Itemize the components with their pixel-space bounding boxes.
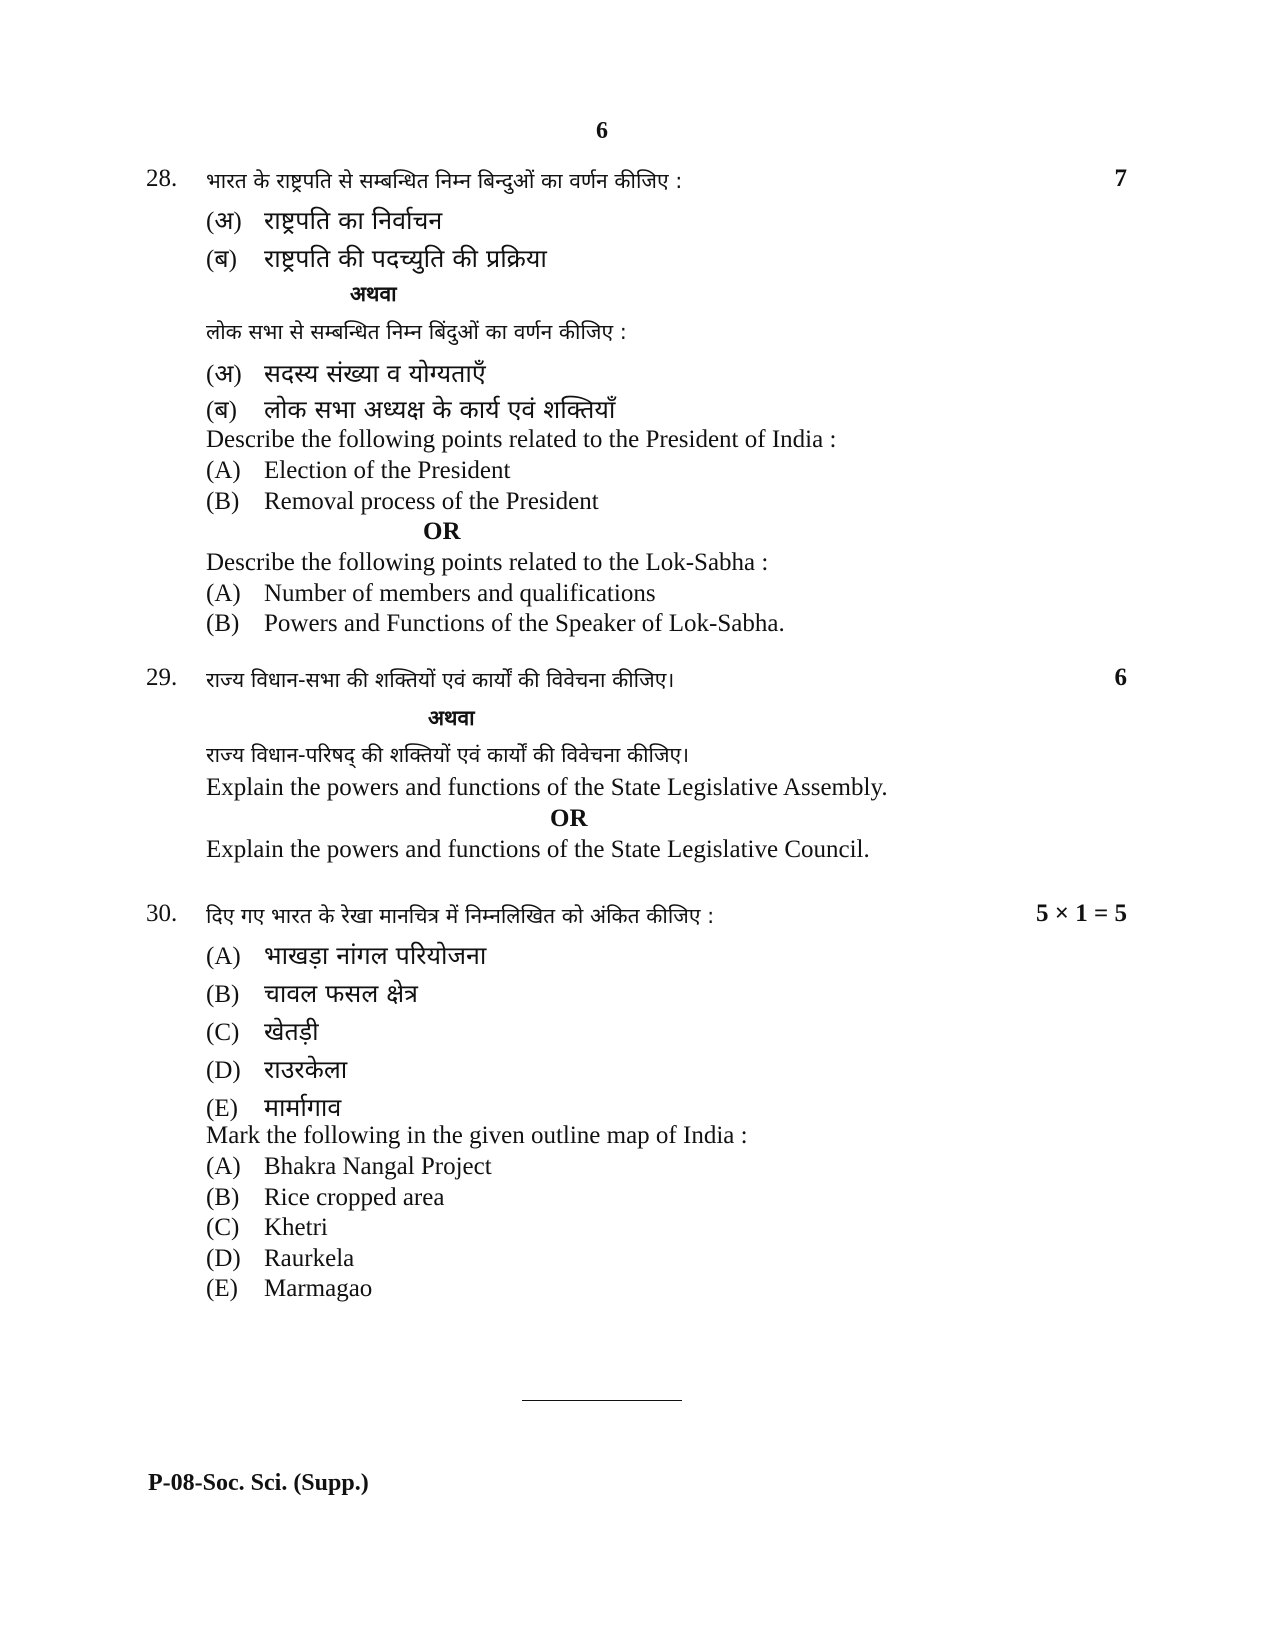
q30-english-item	[206, 1153, 492, 1181]
option-label: (C)	[206, 1214, 240, 1241]
q28-hindi-option-b	[206, 241, 547, 275]
option-label: (अ)	[206, 361, 242, 388]
q30-english-item	[206, 1184, 444, 1212]
option-label: (A)	[206, 580, 241, 607]
q28-hindi-option-a	[206, 203, 442, 237]
option-label: (A)	[206, 1153, 241, 1180]
q28-english-question: Describe the following points related to the President of India :	[206, 426, 837, 453]
q30-hindi-question: दिए गए भारत के रेखा मानचित्र में निम्नलिखित को अंकित कीजिए :	[206, 904, 715, 928]
q28-english-or: OR	[423, 518, 461, 545]
marks-30: 5 × 1 = 5	[1036, 900, 1127, 927]
option-label: (B)	[206, 981, 240, 1008]
question-number-28: 28.	[146, 165, 178, 192]
option-label: (अ)	[206, 208, 242, 235]
option-text: राउरकेला	[264, 1055, 348, 1084]
q30-english-question: Mark the following in the given outline map of India :	[206, 1122, 748, 1149]
q30-english-item	[206, 1275, 372, 1303]
option-text: Number of members and qualifications	[264, 580, 656, 607]
option-text: खेतड़ी	[264, 1017, 319, 1046]
option-text: राष्ट्रपति की पदच्युति की प्रक्रिया	[264, 244, 547, 273]
q28-english-option-a	[206, 457, 510, 485]
q30-english-item	[206, 1245, 354, 1273]
q30-hindi-item	[206, 976, 418, 1010]
option-label: (B)	[206, 1184, 240, 1211]
page-number: 6	[596, 118, 608, 144]
option-text: भाखड़ा नांगल परियोजना	[264, 941, 487, 970]
q28-hindi-alt-option-b	[206, 392, 615, 426]
paper-code-footer: P-08-Soc. Sci. (Supp.)	[148, 1470, 369, 1496]
option-label: (E)	[206, 1275, 238, 1302]
option-label: (A)	[206, 943, 241, 970]
option-text: Rice cropped area	[264, 1184, 445, 1211]
q29-english-or: OR	[550, 805, 588, 832]
q30-english-item	[206, 1214, 328, 1242]
option-text: Khetri	[264, 1214, 328, 1241]
q28-english-alt-option-a	[206, 580, 656, 608]
option-label: (ब)	[206, 397, 237, 424]
option-label: (B)	[206, 610, 240, 637]
q29-hindi-question: राज्य विधान-सभा की शक्तियों एवं कार्यों की विवेचना कीजिए।	[206, 668, 675, 692]
option-text: Raurkela	[264, 1245, 355, 1272]
q28-english-alt-option-b	[206, 610, 785, 638]
option-label: (C)	[206, 1019, 240, 1046]
q30-hindi-item	[206, 1014, 319, 1048]
q28-hindi-question: भारत के राष्ट्रपति से सम्बन्धित निम्न बिन्दुओं का वर्णन कीजिए :	[206, 169, 683, 193]
option-text: चावल फसल क्षेत्र	[264, 979, 418, 1008]
option-label: (D)	[206, 1245, 241, 1272]
q30-hindi-item	[206, 938, 486, 972]
q30-hindi-item	[206, 1052, 347, 1086]
option-label: (E)	[206, 1095, 238, 1122]
q29-hindi-or: अथवा	[428, 706, 475, 730]
question-number-29: 29.	[146, 664, 178, 691]
option-text: लोक सभा अध्यक्ष के कार्य एवं शक्तियाँ	[264, 395, 616, 424]
option-label: (ब)	[206, 246, 237, 273]
marks-29: 6	[1114, 664, 1127, 691]
marks-28: 7	[1114, 165, 1127, 192]
option-text: Marmagao	[264, 1275, 373, 1302]
option-text: Election of the President	[264, 457, 511, 484]
option-text: Bhakra Nangal Project	[264, 1153, 492, 1180]
q28-hindi-alt-question: लोक सभा से सम्बन्धित निम्न बिंदुओं का वर्णन कीजिए :	[206, 320, 627, 344]
option-text: राष्ट्रपति का निर्वाचन	[264, 206, 443, 235]
q28-hindi-or: अथवा	[350, 282, 397, 306]
question-number-30: 30.	[146, 900, 178, 927]
q30-hindi-item	[206, 1090, 341, 1124]
q28-english-option-b	[206, 488, 599, 516]
q29-hindi-alt-question: राज्य विधान-परिषद् की शक्तियों एवं कार्यों की विवेचना कीजिए।	[206, 743, 690, 767]
option-label: (D)	[206, 1057, 241, 1084]
q29-english-alt-question: Explain the powers and functions of the State Legislative Council.	[206, 836, 870, 863]
end-rule	[522, 1400, 682, 1401]
option-text: मार्मागाव	[264, 1093, 342, 1122]
option-text: Removal process of the President	[264, 488, 599, 515]
option-label: (A)	[206, 457, 241, 484]
option-text: Powers and Functions of the Speaker of Lok-Sabha.	[264, 610, 785, 637]
q28-hindi-alt-option-a	[206, 356, 486, 390]
option-text: सदस्य संख्या व योग्यताएँ	[264, 359, 486, 388]
option-label: (B)	[206, 488, 240, 515]
q28-english-alt-question: Describe the following points related to the Lok-Sabha :	[206, 549, 769, 576]
q29-english-question: Explain the powers and functions of the State Legislative Assembly.	[206, 774, 888, 801]
